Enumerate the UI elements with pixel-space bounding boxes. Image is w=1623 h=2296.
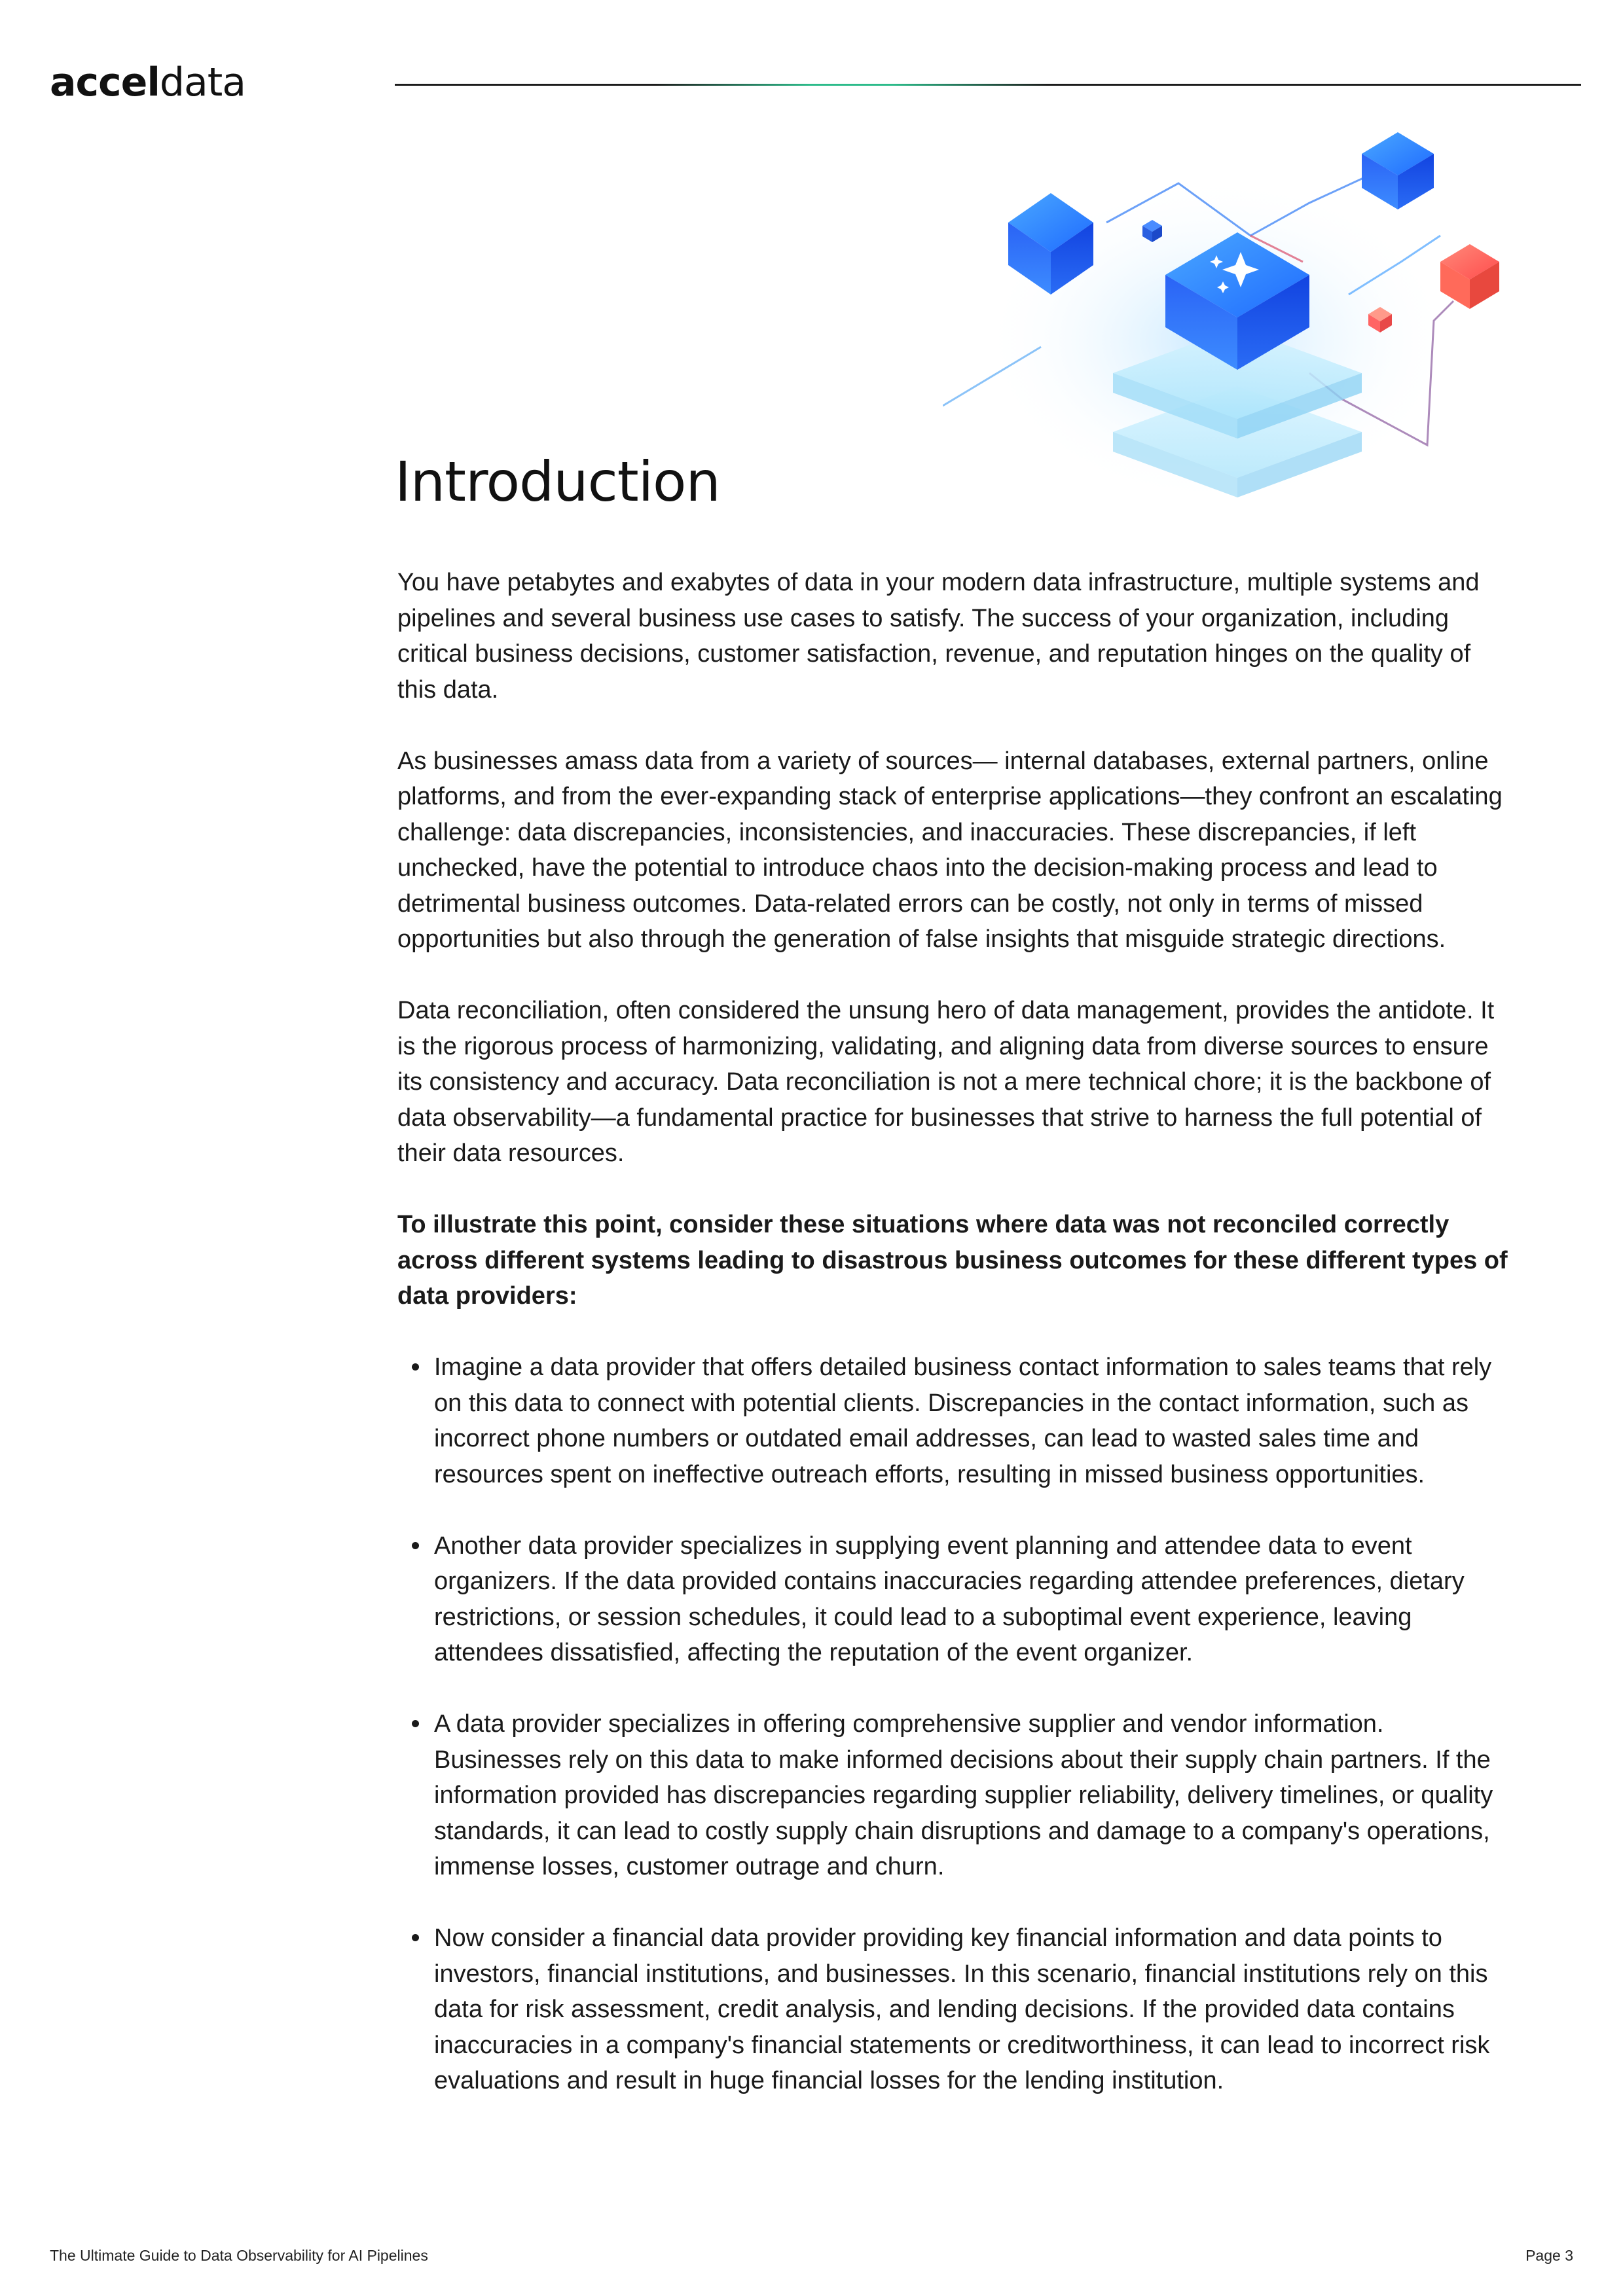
article-body — [397, 565, 1510, 2134]
list-item — [434, 1528, 1510, 1671]
footer-document-title: The Ultimate Guide to Data Observability for AI Pipelines — [50, 2247, 428, 2264]
page-title: Introduction — [395, 450, 720, 514]
logo-light-part: data — [159, 60, 246, 105]
bullet-icon — [412, 1720, 419, 1727]
footer-page-number: Page 3 — [1525, 2247, 1573, 2264]
challenge-paragraph: As businesses amass data from a variety of sources— internal databases, external partners, online platforms, and from the ever-expanding stack of enterprise applications—they confront an escalating challenge: data discrepancies, inconsistencies, and inaccuracies. These discrepancies, if left unchecked, have the potential to introduce chaos into the decision-making process and lead to detrimental business outcomes. Data-related errors can be costly, not only in terms of missed opportunities but also through the generation of false insights that misguide strategic directions. — [397, 747, 1503, 953]
intro-paragraph: You have petabytes and exabytes of data in your modern data infrastructure, multiple systems and pipelines and several business use cases to satisfy. The success of your organization, including critical business decisions, customer satisfaction, revenue, and reputation hinges on the quality of this data. — [397, 569, 1480, 704]
list-item — [434, 1706, 1510, 1885]
list-item-text: Another data provider specializes in supplying event planning and attendee data to event organizers. If the data provided contains inaccuracies regarding attendee preferences, dietary restrictions, or session schedules, it could lead to a suboptimal event experience, leaving attendees dissatisfied, affecting the reputation of the event organizer. — [434, 1532, 1465, 1666]
list-item-text: Now consider a financial data provider providing key financial information and data points to investors, financial institutions, and businesses. In this scenario, financial institutions rely on this data for risk assessment, credit analysis, and lending decisions. If the provided data contains inaccuracies in a company's financial statements or creditworthiness, it can lead to incorrect risk evaluations and result in huge financial losses for the lending institution. — [434, 1924, 1490, 2094]
small-cube-right — [1362, 132, 1434, 209]
header-divider — [395, 84, 1581, 86]
list-item-text: Imagine a data provider that offers detailed business contact information to sales teams that rely on this data to connect with potential clients. Discrepancies in the contact information, such as incorrect phone numbers or outdated email addresses, can lead to wasted sales time and resources spent on ineffective outreach efforts, resulting in missed business opportunities. — [434, 1354, 1492, 1488]
logo-bold-part: accel — [50, 60, 160, 105]
bullet-icon — [412, 1934, 419, 1941]
reconciliation-paragraph: Data reconciliation, often considered the unsung hero of data management, provides the antidote. It is the rigorous process of harmonizing, validating, and aligning data from diverse sources to ensure its consistency and accuracy. Data reconciliation is not a mere technical chore; it is the backbone of data observability—a fundamental practice for businesses that strive to harness the full potential of their data resources. — [397, 997, 1495, 1167]
bullet-icon — [412, 1363, 419, 1371]
list-item — [434, 1350, 1510, 1492]
hero-illustration — [943, 124, 1519, 530]
list-item-text: A data provider specializes in offering comprehensive supplier and vendor information. Businesses rely on this data to make informed decisions about their supply chain partners. If the information provided has discrepancies regarding supplier reliability, delivery timelines, or quality standards, it can lead to costly supply chain disruptions and damage to a company's operations, immense losses, customer outrage and churn. — [434, 1710, 1493, 1880]
bullet-icon — [412, 1542, 419, 1549]
scenario-list — [397, 1350, 1510, 2099]
red-cube — [1440, 244, 1499, 309]
brand-logo — [50, 60, 246, 105]
list-item — [434, 1920, 1510, 2099]
lead-paragraph: To illustrate this point, consider these situations where data was not reconciled correctly across different systems leading to disastrous business outcomes for these different types of data providers: — [397, 1211, 1508, 1310]
